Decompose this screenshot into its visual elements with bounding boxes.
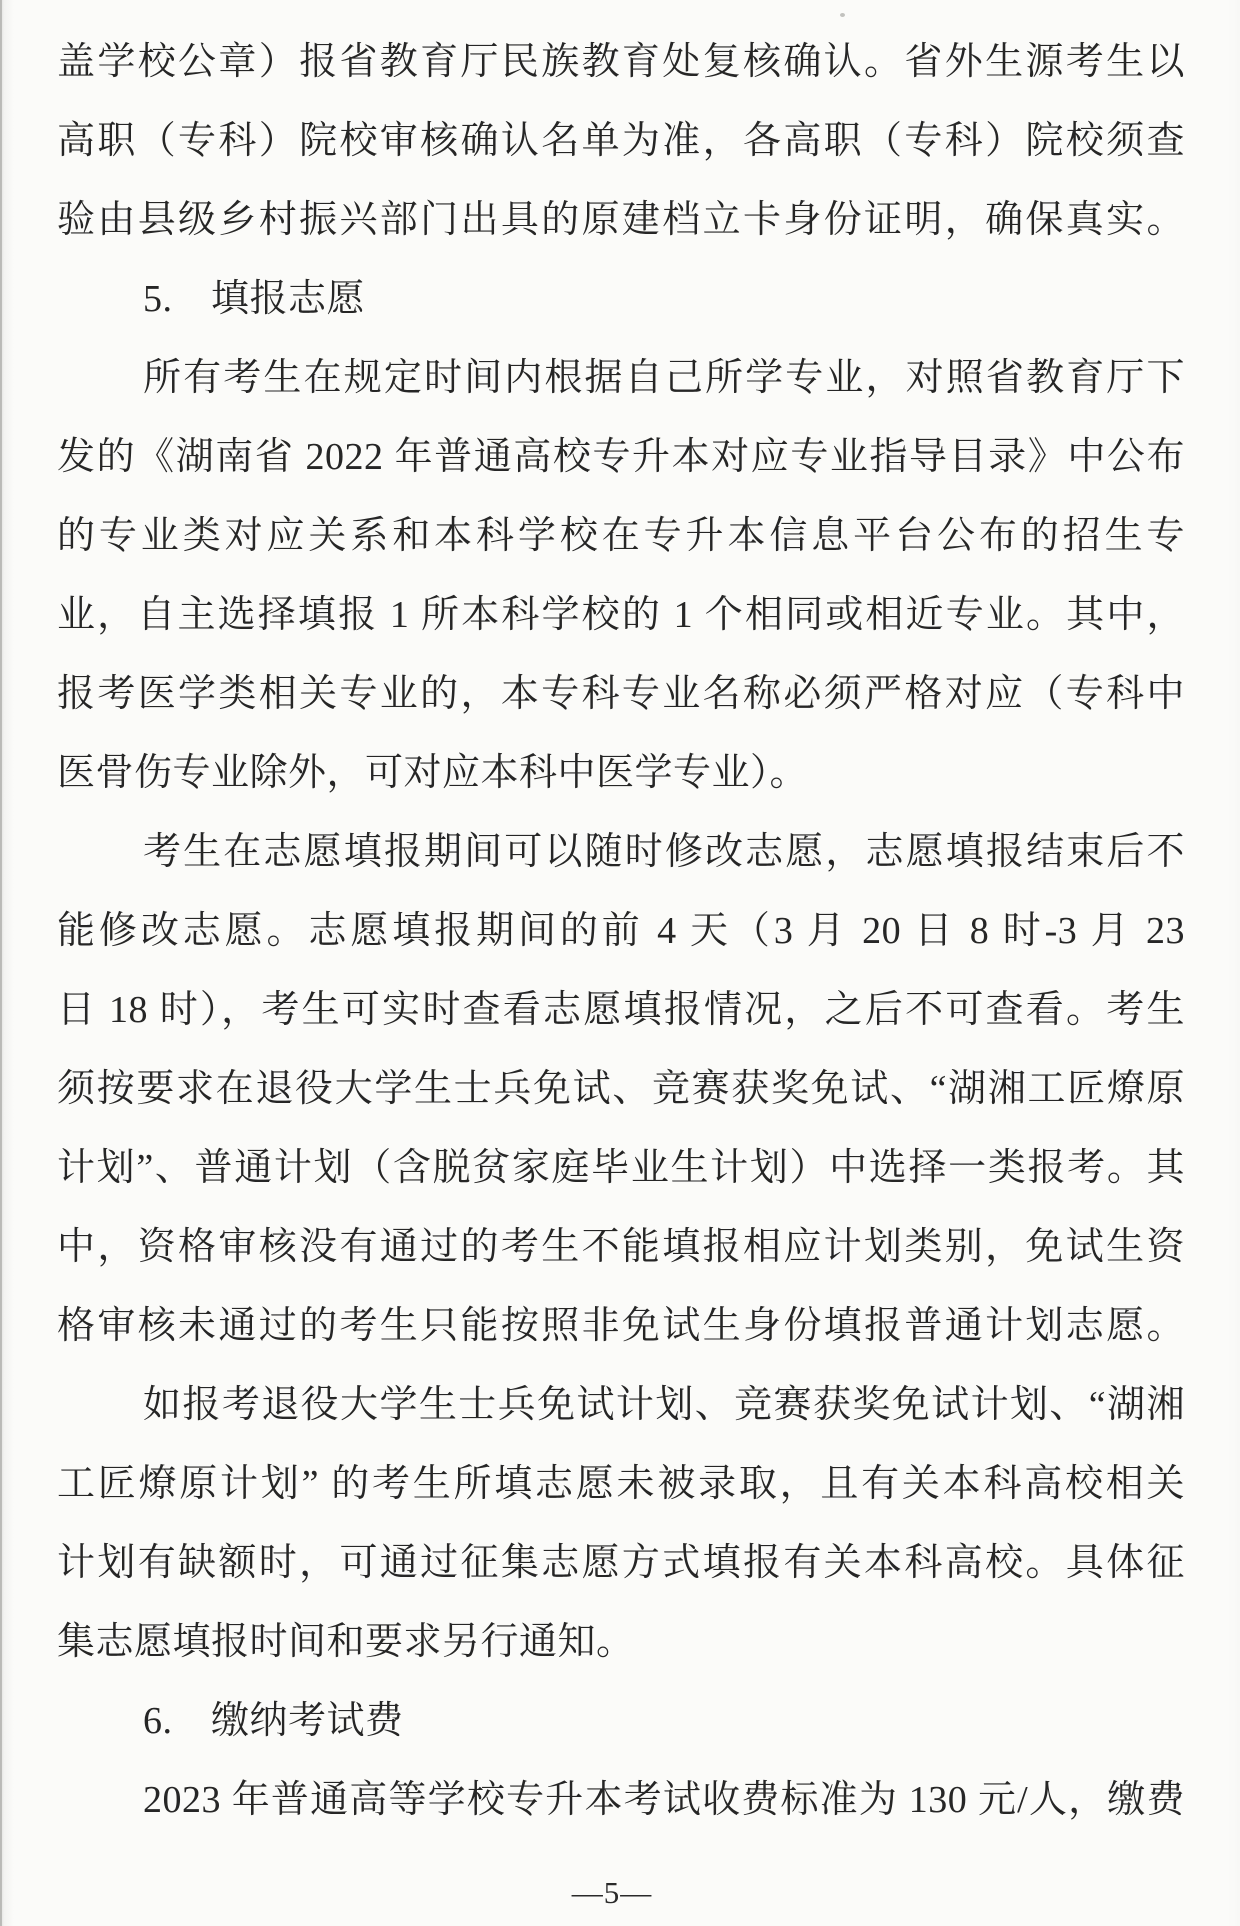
section-heading-6: 6. 缴纳考试费 [143, 1700, 404, 1742]
text-line: 工匠燎原计划” 的考生所填志愿未被录取，且有关本科高校相关 [57, 1463, 1185, 1505]
scan-speck [840, 13, 845, 17]
text-line: 高职（专科）院校审核确认名单为准，各高职（专科）院校须查 [57, 120, 1185, 162]
text-line: 的专业类对应关系和本科学校在专升本信息平台公布的招生专 [57, 515, 1185, 557]
text-line: 医骨伤专业除外，可对应本科中医学专业）。 [57, 752, 809, 794]
text-line: 日 18 时），考生可实时查看志愿填报情况，之后不可查看。考生 [57, 989, 1185, 1031]
page-number: —5— [571, 1875, 653, 1910]
text-line: 验由县级乡村振兴部门出具的原建档立卡身份证明，确保真实。 [57, 199, 1185, 241]
text-line: 须按要求在退役大学生士兵免试、竞赛获奖免试、“湖湘工匠燎原 [57, 1068, 1185, 1110]
text-line: 所有考生在规定时间内根据自己所学专业，对照省教育厅下 [143, 357, 1185, 399]
text-line: 计划有缺额时，可通过征集志愿方式填报有关本科高校。具体征 [57, 1542, 1185, 1584]
text-line: 集志愿填报时间和要求另行通知。 [57, 1621, 635, 1663]
text-line: 中，资格审核没有通过的考生不能填报相应计划类别，免试生资 [57, 1226, 1185, 1268]
text-line: 发的《湖南省 2022 年普通高校专升本对应专业指导目录》中公布 [57, 436, 1185, 478]
text-line: 业，自主选择填报 1 所本科学校的 1 个相同或相近专业。其中， [57, 594, 1185, 636]
text-line: 计划”、普通计划（含脱贫家庭毕业生计划）中选择一类报考。其 [57, 1147, 1185, 1189]
scan-left-edge [0, 0, 2, 1926]
text-line: 报考医学类相关专业的，本专科专业名称必须严格对应（专科中 [57, 673, 1185, 715]
section-heading-5: 5. 填报志愿 [143, 278, 366, 320]
text-line: 能修改志愿。志愿填报期间的前 4 天（3 月 20 日 8 时-3 月 23 [57, 910, 1185, 952]
text-line: 格审核未通过的考生只能按照非免试生身份填报普通计划志愿。 [57, 1305, 1185, 1347]
document-body [57, 23, 1185, 1840]
text-line: 2023 年普通高等学校专升本考试收费标准为 130 元/人，缴费 [143, 1779, 1185, 1821]
text-line: 盖学校公章）报省教育厅民族教育处复核确认。省外生源考生以 [57, 41, 1185, 83]
text-line: 如报考退役大学生士兵免试计划、竞赛获奖免试计划、“湖湘 [143, 1384, 1185, 1426]
text-line: 考生在志愿填报期间可以随时修改志愿，志愿填报结束后不 [143, 831, 1185, 873]
